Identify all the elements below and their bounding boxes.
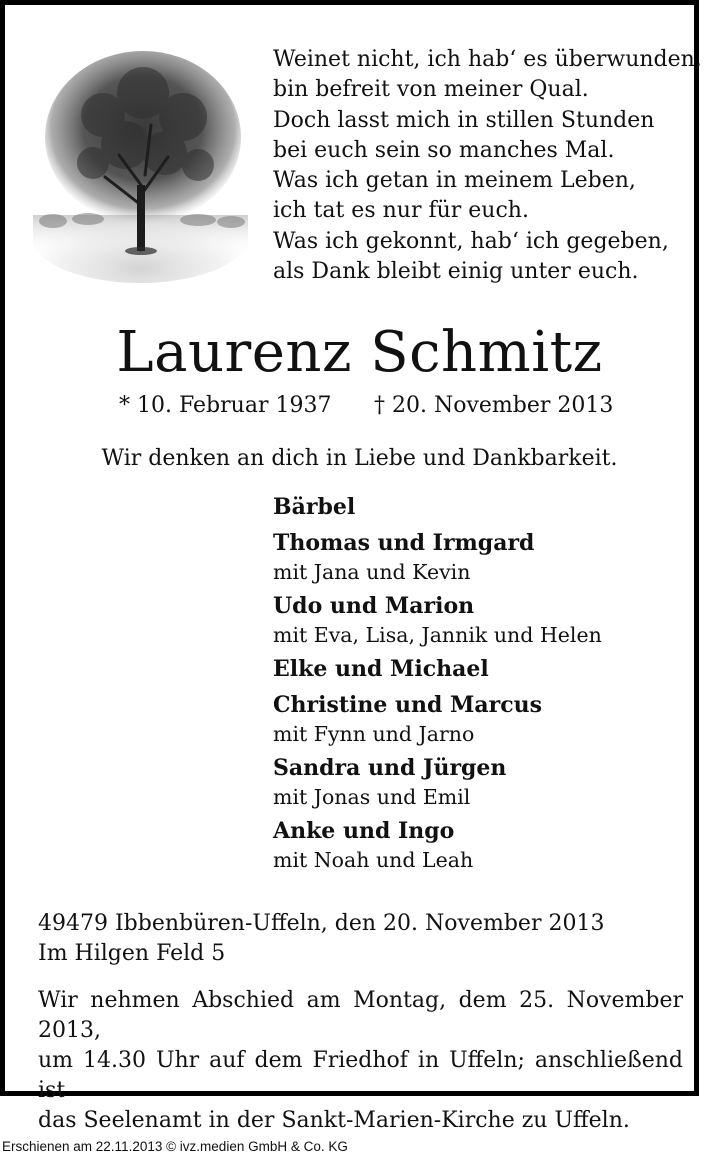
poem-line: Was ich gekonnt, hab‘ ich gegeben, bbox=[273, 228, 669, 254]
mourner-children: mit Eva, Lisa, Jannik und Helen bbox=[273, 623, 602, 647]
farewell-line: Wir nehmen Abschied am Montag, dem 25. November 2013, bbox=[38, 988, 683, 1043]
tree-icon bbox=[33, 45, 248, 283]
farewell-line: das Seelenamt in der Sankt-Marien-Kirche zu Uffeln. bbox=[38, 1108, 630, 1133]
mourner-name: Anke und Ingo bbox=[273, 818, 455, 844]
mourner-group bbox=[273, 816, 693, 874]
place-and-date: 49479 Ibbenbüren-Uffeln, den 20. November 2013 bbox=[38, 911, 605, 936]
mourner-children: mit Jonas und Emil bbox=[273, 785, 471, 809]
mourner-group bbox=[273, 528, 693, 586]
mourner-name: Bärbel bbox=[273, 494, 356, 520]
mourner-group bbox=[273, 690, 693, 748]
mourner-group bbox=[273, 753, 693, 811]
mourner-name: Christine und Marcus bbox=[273, 692, 543, 718]
mourner-name: Elke und Michael bbox=[273, 656, 489, 682]
poem-line: bin befreit von meiner Qual. bbox=[273, 77, 589, 103]
farewell-line: um 14.30 Uhr auf dem Friedhof in Uffeln; anschließend ist bbox=[38, 1048, 683, 1103]
death-date: † 20. November 2013 bbox=[374, 393, 614, 418]
mourner-name: Udo und Marion bbox=[273, 593, 475, 619]
mourner-group bbox=[273, 591, 693, 649]
mourners-list bbox=[273, 492, 693, 879]
poem-line: ich tat es nur für euch. bbox=[273, 198, 529, 224]
deceased-name: Laurenz Schmitz bbox=[116, 320, 603, 385]
mourner-group bbox=[273, 654, 693, 685]
farewell-announcement bbox=[38, 986, 683, 1136]
birth-date: * 10. Februar 1937 bbox=[119, 393, 332, 418]
poem-line: Weinet nicht, ich hab‘ es überwunden, bbox=[273, 47, 702, 72]
mourner-children: mit Jana und Kevin bbox=[273, 560, 471, 584]
poem bbox=[273, 45, 702, 287]
mourner-children: mit Noah und Leah bbox=[273, 848, 474, 872]
poem-line: Doch lasst mich in stillen Stunden bbox=[273, 107, 655, 133]
mourner-group bbox=[273, 492, 693, 523]
remembrance-text: Wir denken an dich in Liebe und Dankbarkeit. bbox=[101, 446, 618, 471]
mourner-name: Thomas und Irmgard bbox=[273, 530, 535, 556]
address: Im Hilgen Feld 5 bbox=[38, 941, 226, 966]
mourner-name: Sandra und Jürgen bbox=[273, 755, 507, 781]
publication-credit: Erschienen am 22.11.2013 © ivz.medien GmbH & Co. KG bbox=[2, 1139, 348, 1154]
poem-line: als Dank bleibt einig unter euch. bbox=[273, 259, 639, 285]
mourner-children: mit Fynn und Jarno bbox=[273, 722, 475, 746]
poem-line: Was ich getan in meinem Leben, bbox=[273, 168, 636, 194]
poem-line: bei euch sein so manches Mal. bbox=[273, 137, 615, 163]
